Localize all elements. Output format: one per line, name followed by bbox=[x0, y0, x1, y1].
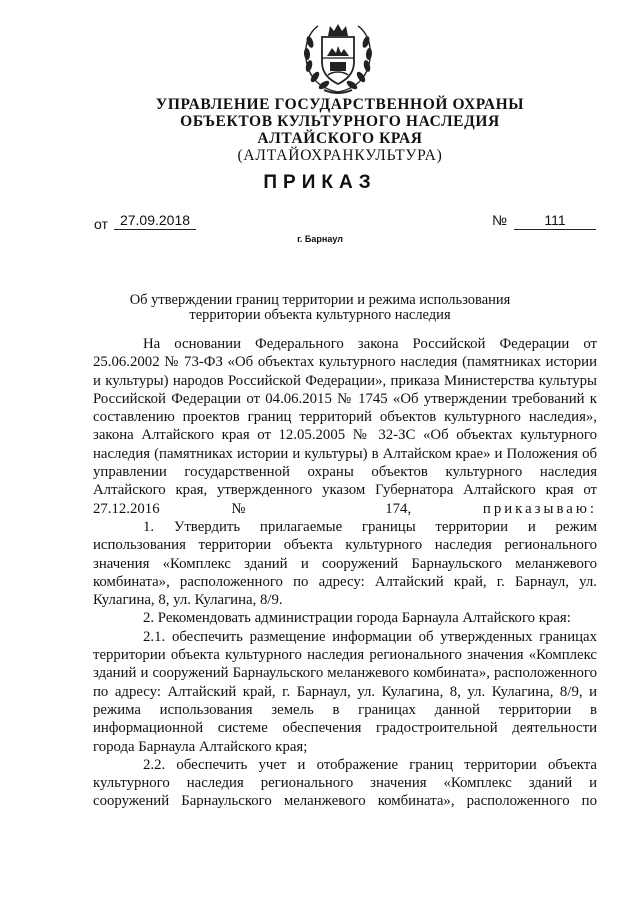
org-short-name: (АЛТАЙОХРАНКУЛЬТУРА) bbox=[237, 147, 443, 164]
item-2-paragraph: 2. Рекомендовать администрации города Барнаула Алтайского края: bbox=[143, 610, 571, 627]
org-line-2: ОБЪЕКТОВ КУЛЬТУРНОГО НАСЛЕДИЯ bbox=[180, 113, 500, 130]
title-line-1: Об утверждении границ территории и режима использования bbox=[129, 292, 511, 308]
document-number: 111 bbox=[514, 212, 596, 230]
number-label: № bbox=[492, 212, 508, 228]
org-line-3: АЛТАЙСКОГО КРАЯ bbox=[257, 130, 423, 147]
document-type: ПРИКАЗ bbox=[263, 172, 377, 193]
item-1-paragraph: 1. Утвердить прилагаемые границы территории и режим использования территории объекта культурного наследия регионального значения «Комплекс зданий и сооружений Барнаульского меланжевого комбината», расположенного по адресу: Алтайский край, г. Барнаул, ул. Кулагина, 8, ул. Кулагина, 8/9. bbox=[93, 518, 597, 609]
document-title bbox=[110, 293, 530, 323]
coat-of-arms-icon bbox=[298, 20, 378, 96]
preamble-text: На основании Федерального закона Российской Федерации от 25.06.2002 № 73-ФЗ «Об объектах культурного наследия (памятниках истории и культуры) народов Российской Федерации», приказа Министерства культуры Российской Федерации от 04.06.2015 № 1745 «Об утверждении требований к составлению проектов границ территорий объектов культурного наследия», закона Алтайского края от 12.05.2005 № 32-ЗС «Об объектах культурного наследия (памятниках истории и культуры) в Алтайском крае» и Положения об управлении государственной охраны объектов культурного наследия Алтайского края, утвержденного указом Губернатора Алтайского края от 27.12.2016 № 174, bbox=[93, 336, 597, 517]
document-date: 27.09.2018 bbox=[114, 212, 196, 230]
organization-name bbox=[120, 96, 560, 164]
item-2-2-paragraph: 2.2. обеспечить учет и отображение границ территории объекта культурного наследия регионального значения «Комплекс зданий и сооружений Барнаульского меланжевого комбината», расположенного по bbox=[93, 756, 597, 810]
order-word: приказываю: bbox=[482, 500, 597, 517]
title-line-2: территории объекта культурного наследия bbox=[189, 307, 451, 323]
date-label: от bbox=[94, 216, 108, 232]
city-label: г. Барнаул bbox=[297, 234, 343, 244]
document-body bbox=[93, 335, 597, 811]
item-2-1-paragraph: 2.1. обеспечить размещение информации об утвержденных границах территории объекта культурного наследия регионального значения «Комплекс зданий и сооружений Барнаульского меланжевого комбината», расположенного по адресу: Алтайский край, г. Барнаул, ул. Кулагина, 8, ул. Кулагина, 8/9, и режима использования земель в границах данной территории в информационной системе обеспечения градостроительной деятельности города Барнаула Алтайского края; bbox=[93, 628, 597, 755]
preamble-paragraph bbox=[93, 335, 597, 518]
org-line-1: УПРАВЛЕНИЕ ГОСУДАРСТВЕННОЙ ОХРАНЫ bbox=[155, 96, 525, 113]
